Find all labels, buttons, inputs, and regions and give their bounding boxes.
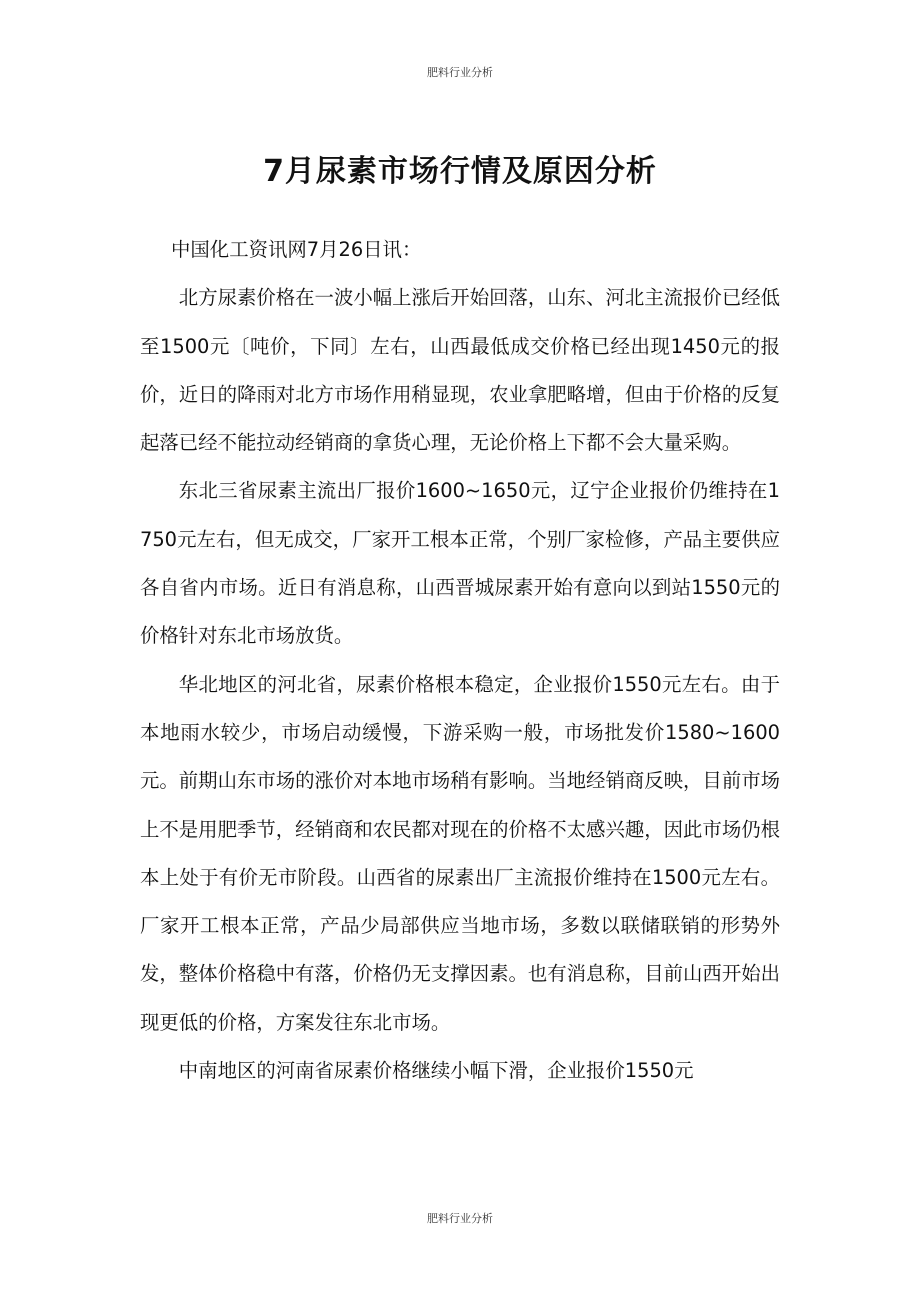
paragraph-northeast: 东北三省尿素主流出厂报价1600~1650元，辽宁企业报价仍维持在1750元左右，但无成交，厂家开工根本正常，个别厂家检修，产品主要供应各自省内市场。近日有消息称，山西晋城尿素开始有意向以到站1550元的价格针对东北市场放货。 [140, 479, 780, 648]
paragraph-north-china: 华北地区的河北省，尿素价格根本稳定，企业报价1550元左右。由于本地雨水较少，市场启动缓慢，下游采购一般，市场批发价1580~1600元。前期山东市场的涨价对本地市场稍有影响。当地经销商反映，目前市场上不是用肥季节，经销商和农民都对现在的价格不太感兴趣，因此市场仍根本上处于有价无市阶段。山西省的尿素出厂主流报价维持在1500元左右。厂家开工根本正常，产品少局部供应当地市场，多数以联储联销的形势外发，整体价格稳中有落，价格仍无支撑因素。也有消息称，目前山西开始出现更低的价格，方案发往东北市场。 [140, 672, 780, 1034]
document-title: 7月尿素市场行情及原因分析 [263, 154, 657, 189]
page-footer: 肥料行业分析 [427, 1212, 493, 1225]
source-line: 中国化工资讯网7月26日讯： [171, 238, 422, 261]
page-header: 肥料行业分析 [427, 66, 493, 79]
document-body [140, 226, 780, 1095]
paragraph-north: 北方尿素价格在一波小幅上涨后开始回落，山东、河北主流报价已经低至1500元〔吨价，下同〕左右，山西最低成交价格已经出现1450元的报价，近日的降雨对北方市场作用稍显现，农业拿肥略增，但由于价格的反复起落已经不能拉动经销商的拿货心理，无论价格上下都不会大量采购。 [140, 286, 780, 455]
paragraph-central-south: 中南地区的河南省尿素价格继续小幅下滑，企业报价1550元 [178, 1059, 694, 1083]
